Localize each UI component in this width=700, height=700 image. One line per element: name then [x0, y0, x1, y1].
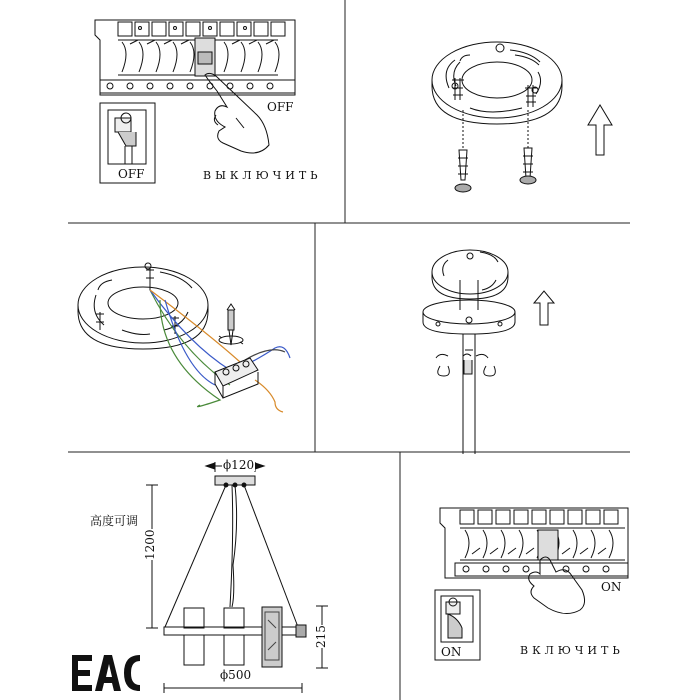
hand-icon	[205, 73, 269, 153]
ring-diameter-label: ϕ500	[220, 668, 252, 682]
switch-label-on: ON	[441, 645, 462, 659]
instruction-turn-on: ВКЛЮЧИТЬ	[520, 644, 624, 657]
screws-step2	[452, 78, 537, 192]
hand-icon	[529, 557, 585, 614]
eac-logo	[72, 655, 140, 691]
body-height-label: 215	[314, 625, 328, 648]
breaker-panel-off	[95, 20, 295, 95]
height-adjustable-note: 高度可调	[90, 514, 139, 528]
up-arrow-icon	[534, 291, 554, 325]
height-label: 1200	[143, 529, 157, 560]
canopy-diameter-label: ϕ120	[223, 458, 255, 472]
screwdriver-icon	[219, 304, 243, 345]
instruction-turn-off: ВЫКЛЮЧИТЬ	[203, 169, 322, 182]
pendant-dimension-drawing	[143, 462, 328, 693]
breaker-panel-on	[440, 508, 628, 578]
breaker-label-on: ON	[601, 580, 622, 594]
ceiling-plate-step2	[432, 42, 562, 124]
canopy-assembly	[423, 250, 515, 454]
up-arrow-icon	[588, 105, 612, 155]
switch-label-off: OFF	[118, 167, 145, 181]
breaker-label-off: OFF	[267, 100, 294, 114]
